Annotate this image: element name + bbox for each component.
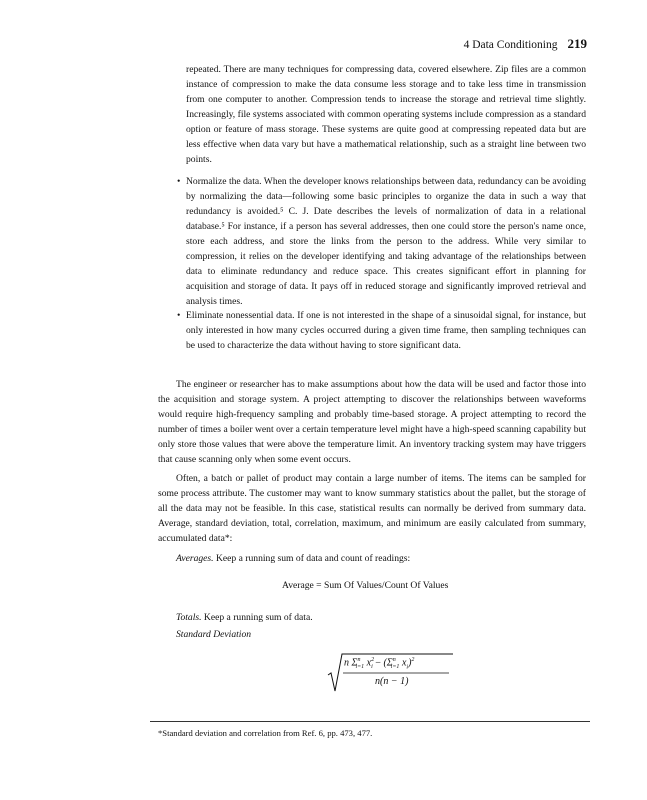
bullet-eliminate xyxy=(177,308,586,353)
bullet-marker: • xyxy=(177,176,181,187)
bullet-text: Normalize the data. When the developer knows relationships between data, redundancy can be avoiding by normalizing the data—following some basic principles to organize the data in such a way that redundancy is avoided.⁵ C. J. Date describes the levels of normalization of data in a relational database.⁵ For instance, if a person has several addresses, then one could store the person's name once, store each address, and store the links from the person to the address. While very similar to compression, it relies on the developer identifying and taking advantage of the relationships between data to eliminate redundancy and reduce space. This creates significant effort in planning for acquisition and storage of data. It pays off in reduced storage and significantly improved retrieval and analysis times. xyxy=(186,176,586,308)
chapter-title: 4 Data Conditioning xyxy=(463,39,558,51)
stddev-label: Standard Deviation xyxy=(176,629,252,640)
averages-text: Keep a running sum of data and count of readings: xyxy=(215,553,411,564)
footnote-divider xyxy=(150,721,590,722)
totals-line xyxy=(176,610,586,625)
footnote: *Standard deviation and correlation from Ref. 6, pp. 473, 477. xyxy=(158,728,373,738)
averages-line xyxy=(176,551,586,566)
bullet-marker: • xyxy=(177,310,181,321)
average-formula: Average = Sum Of Values/Count Of Values xyxy=(282,580,449,591)
stddev-formula xyxy=(327,651,447,691)
paragraph-assumptions: The engineer or researcher has to make assumptions about how the data will be used and factor those into the acquisition and storage system. A project attempting to discover the relationships between waveforms would require high-frequency sampling and probably time-based storage. A project attempting to record the number of times a boiler went over a certain temperature level might have a high-speed scanning capability but only store those values that were above the temperature limit. An inventory tracking system may have triggers that cause scanning only when some event occurs. xyxy=(158,379,586,466)
paragraph-batch: Often, a batch or pallet of product may contain a large number of items. The items can be sampled for some process attribute. The customer may want to know summary statistics about the pallet, but the storage of all the data may not be feasible. In this case, statistical results can normally be derived from summary data. Average, standard deviation, total, correlation, maximum, and minimum are easily calculated from summary, accumulated data*: xyxy=(158,473,586,545)
page-number: 219 xyxy=(567,36,587,51)
paragraph-continued: repeated. There are many techniques for compressing data, covered elsewhere. Zip files are a common instance of compression to make the data consume less storage and to take less time in transmission from one computer to another. Compression tends to increase the storage and retrieval time slightly. Increasingly, file systems associated with common operating systems include compression as a standard option or feature of mass storage. These systems are quite good at compressing repeated data but are less effective when data vary but have a mathematical relationship, such as a straight line between two points. xyxy=(186,64,586,166)
stddev-numerator: n $\Sigma^n_{i=1}$ $x^2_i - (\Sigma^n_{i=1}$ $x_i)^2$ xyxy=(344,657,415,671)
totals-label: Totals. xyxy=(176,612,202,623)
bullet-normalize xyxy=(177,174,586,309)
running-header xyxy=(464,36,587,52)
stddev-denominator: n(n − 1) xyxy=(375,676,409,687)
averages-label: Averages. xyxy=(176,553,214,564)
bullet-text: Eliminate nonessential data. If one is not interested in the shape of a sinusoidal signal, for instance, but only interested in how many cycles occurred during a given time frame, then sampling techniques can be used to characterize the data without having to store significant data. xyxy=(186,310,586,352)
totals-text: Keep a running sum of data. xyxy=(203,612,313,623)
